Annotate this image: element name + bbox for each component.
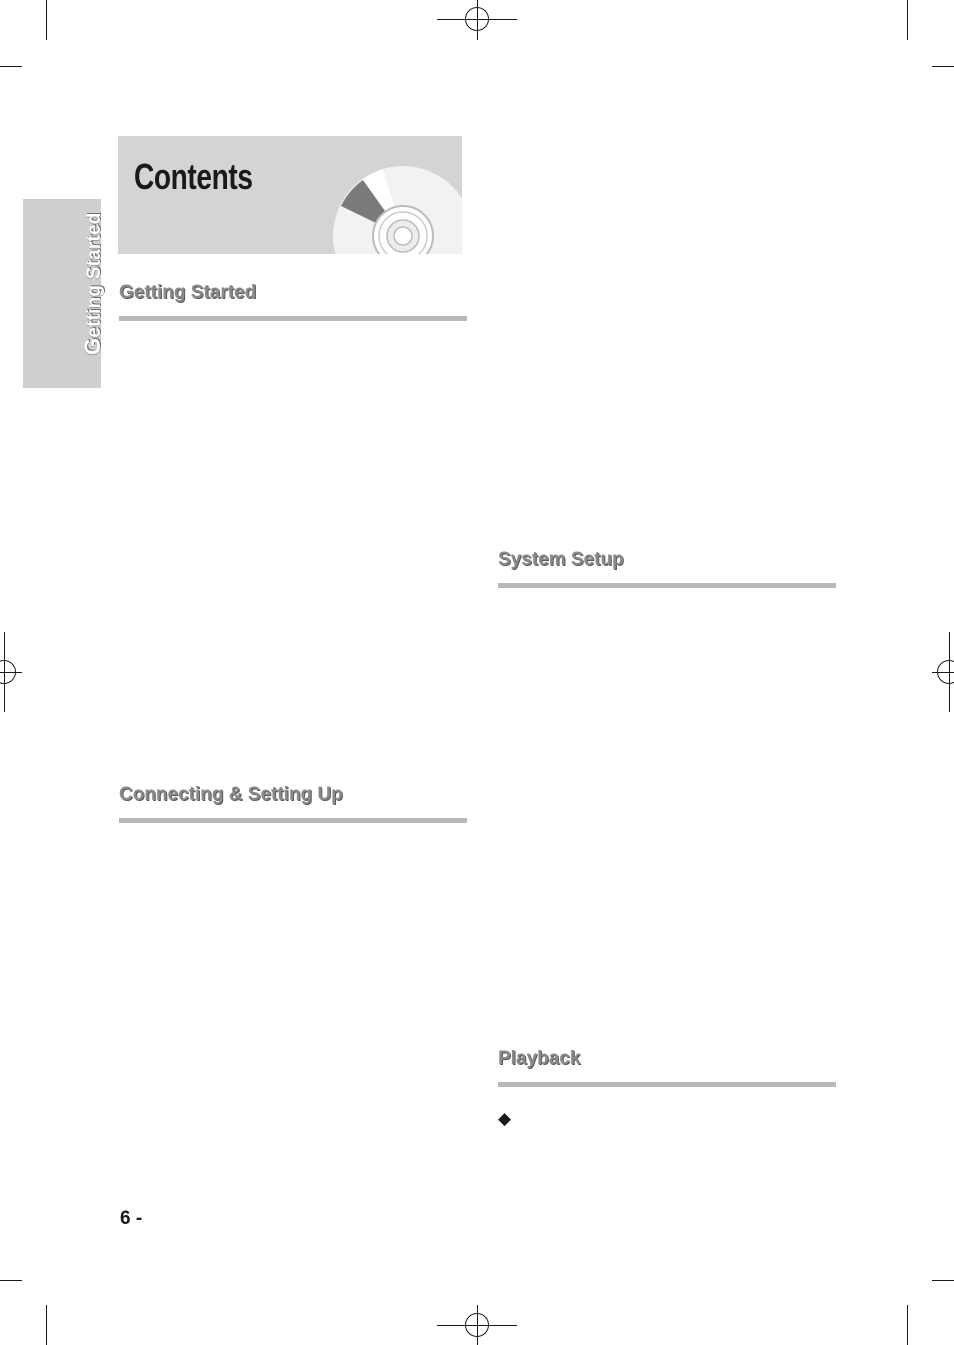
section-title-connecting: Connecting & Setting Up: [119, 784, 343, 805]
side-tab-label: [80, 212, 106, 355]
playback-bullet-icon: ◆: [498, 1109, 512, 1128]
crop-mark: [907, 0, 908, 40]
registration-mark-circle: [937, 660, 954, 684]
crop-mark: [932, 1280, 954, 1281]
side-tab-initial: G: [80, 337, 105, 355]
contents-banner: [118, 136, 462, 254]
section-rule: [498, 1082, 836, 1087]
registration-mark-circle: [465, 1313, 489, 1337]
section-title-system-setup: System Setup: [498, 549, 624, 570]
crop-mark: [0, 1280, 22, 1281]
page-title: Contents: [134, 156, 253, 197]
registration-mark-circle: [0, 660, 16, 684]
side-tab-rest: etting Started: [84, 212, 105, 338]
crop-mark: [907, 1305, 908, 1345]
section-rule: [119, 818, 467, 823]
section-rule: [498, 583, 836, 588]
crop-mark: [46, 1305, 47, 1345]
crop-mark: [0, 66, 22, 67]
section-title-playback: Playback: [498, 1048, 581, 1069]
crop-mark: [932, 66, 954, 67]
disc-icon: [333, 166, 462, 254]
section-title-getting-started: Getting Started: [119, 282, 257, 303]
section-rule: [119, 316, 467, 321]
page-number: 6 -: [120, 1208, 143, 1229]
registration-mark-circle: [465, 7, 489, 31]
crop-mark: [46, 0, 47, 40]
